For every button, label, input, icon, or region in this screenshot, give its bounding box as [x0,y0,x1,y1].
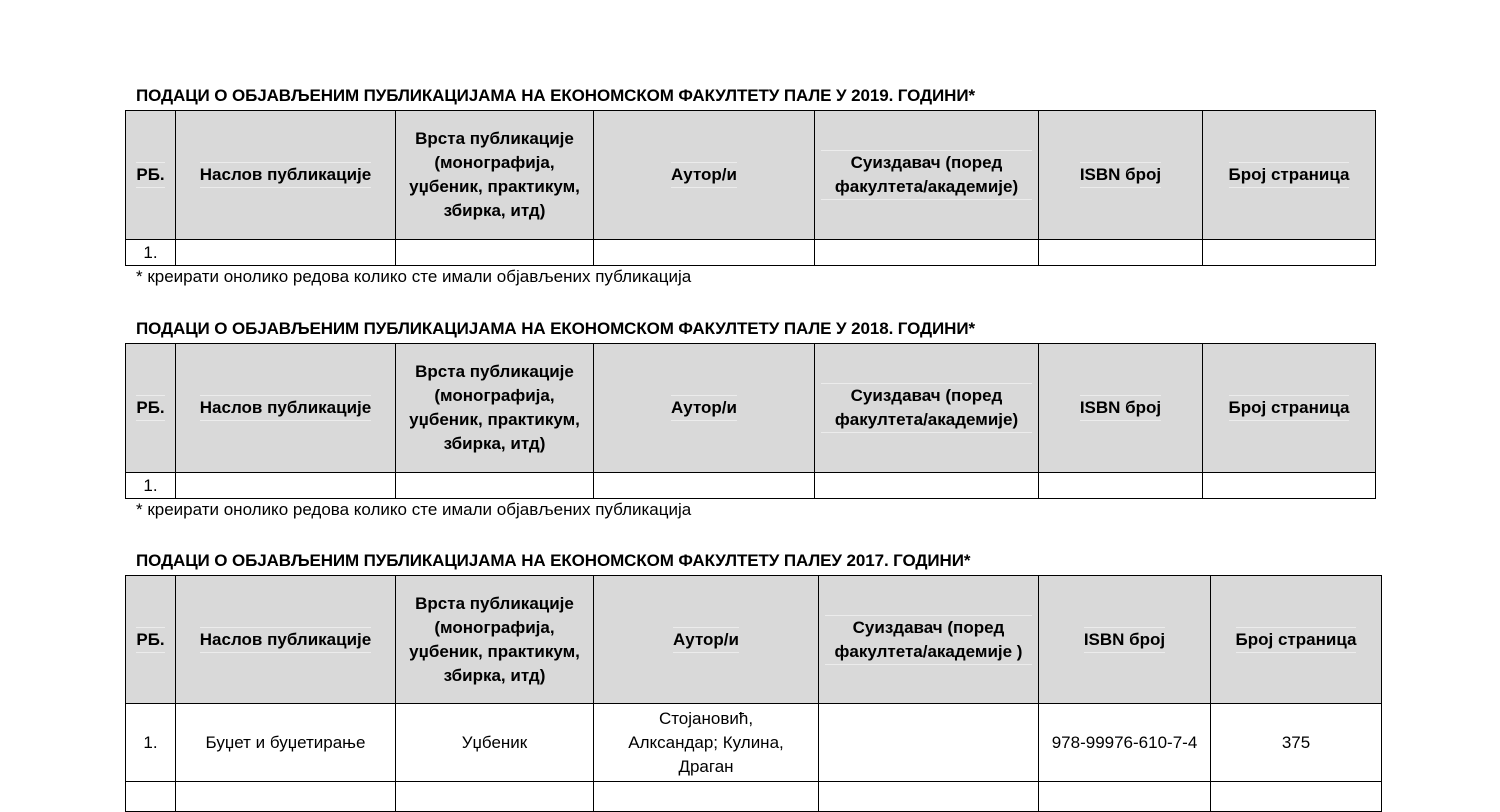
header-type: Врста публикације (монографија, уџбеник, практикум, збирка, итд) [396,111,594,240]
header-authors: Аутор/и [594,576,819,704]
cell-rb: 1. [126,704,176,782]
cell-title: Буџет и буџетирање [176,704,396,782]
header-isbn: ISBN број [1039,344,1203,473]
cell-empty [396,782,594,812]
header-title: Наслов публикације [176,111,396,240]
header-type: Врста публикације (монографија, уџбеник, практикум, збирка, итд) [396,344,594,473]
table-row [126,473,1376,499]
publications-table [125,110,1376,266]
cell-empty [594,782,819,812]
cell-type [396,240,594,266]
cell-authors: Стојановић, Алксандар; Кулина, Драган [594,704,819,782]
cell-empty [1211,782,1382,812]
publications-table [125,575,1382,812]
table-header-row [126,111,1376,240]
cell-copublisher [815,240,1039,266]
cell-rb: 1. [126,240,176,266]
header-rb: РБ. [126,576,176,704]
cell-pages [1203,473,1376,499]
cell-type: Уџбеник [396,704,594,782]
cell-copublisher [815,473,1039,499]
cell-empty [126,782,176,812]
footnote: * креирати онолико редова колико сте имали објављених публикација [136,500,692,519]
header-title: Наслов публикације [176,344,396,473]
header-isbn: ISBN број [1039,576,1211,704]
table-header-row [126,576,1382,704]
footnote: * креирати онолико редова колико сте имали објављених публикација [136,267,692,286]
cell-title [176,473,396,499]
cell-pages: 375 [1211,704,1382,782]
header-rb: РБ. [126,344,176,473]
header-pages: Број страница [1203,111,1376,240]
table-row [126,240,1376,266]
table-header-row [126,344,1376,473]
header-copublisher: Суиздавач (поред факултета/академије) [815,344,1039,473]
cell-isbn [1039,473,1203,499]
cell-authors [594,473,815,499]
cell-authors [594,240,815,266]
header-copublisher: Суиздавач (поред факултета/академије ) [819,576,1039,704]
header-pages: Број страница [1211,576,1382,704]
header-authors: Аутор/и [594,344,815,473]
table-row [126,782,1382,812]
publications-table [125,343,1376,499]
cell-rb: 1. [126,473,176,499]
header-pages: Број страница [1203,344,1376,473]
cell-pages [1203,240,1376,266]
header-copublisher: Суиздавач (поред факултета/академије) [815,111,1039,240]
header-type: Врста публикације (монографија, уџбеник, практикум, збирка, итд) [396,576,594,704]
header-rb: РБ. [126,111,176,240]
header-title: Наслов публикације [176,576,396,704]
section-title: ПОДАЦИ О ОБЈАВЉЕНИМ ПУБЛИКАЦИЈАМА НА ЕКОНОМСКОМ ФАКУЛТЕТУ ПАЛЕ У 2018. ГОДИНИ* [136,319,975,338]
cell-empty [819,782,1039,812]
section-title: ПОДАЦИ О ОБЈАВЉЕНИМ ПУБЛИКАЦИЈАМА НА ЕКОНОМСКОМ ФАКУЛТЕТУ ПАЛЕУ 2017. ГОДИНИ* [136,551,971,570]
table-row [126,704,1382,782]
cell-title [176,240,396,266]
cell-empty [1039,782,1211,812]
header-authors: Аутор/и [594,111,815,240]
section-title: ПОДАЦИ О ОБЈАВЉЕНИМ ПУБЛИКАЦИЈАМА НА ЕКОНОМСКОМ ФАКУЛТЕТУ ПАЛЕ У 2019. ГОДИНИ* [136,86,975,105]
cell-empty [176,782,396,812]
cell-copublisher [819,704,1039,782]
cell-type [396,473,594,499]
header-isbn: ISBN број [1039,111,1203,240]
cell-isbn: 978-99976-610-7-4 [1039,704,1211,782]
cell-isbn [1039,240,1203,266]
